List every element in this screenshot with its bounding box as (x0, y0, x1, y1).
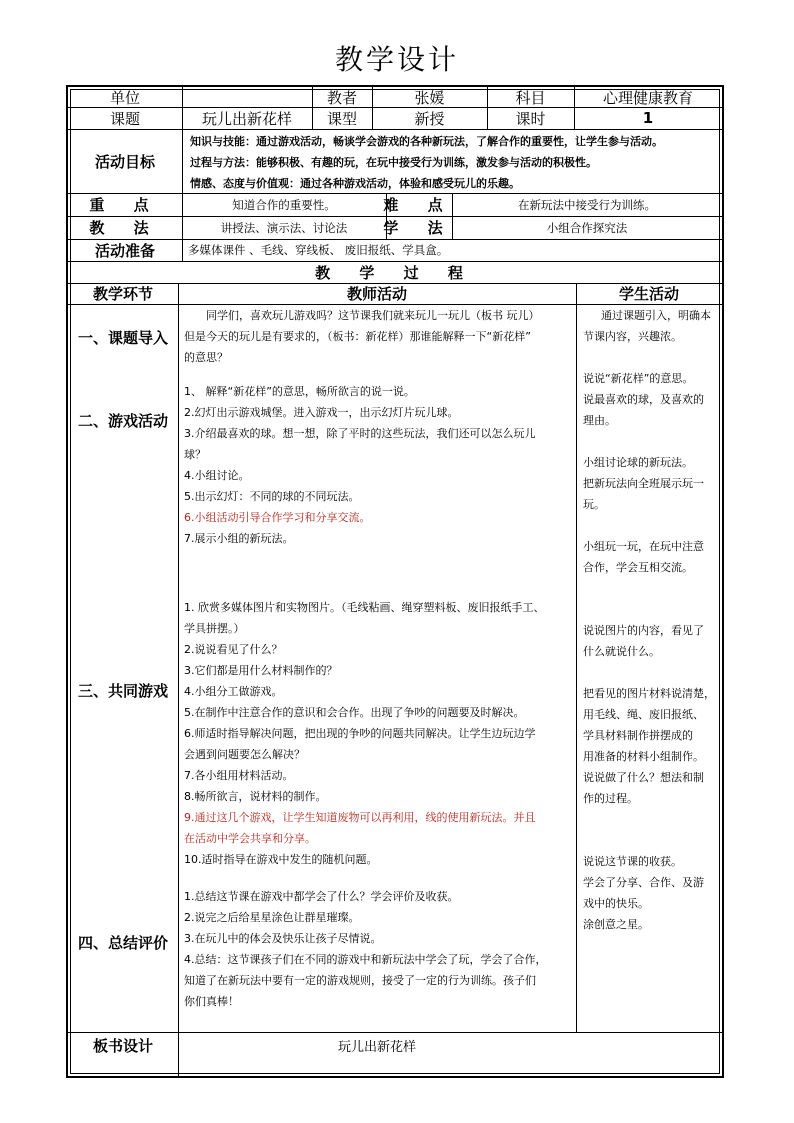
difficulty-label: 难 点 (383, 196, 455, 214)
text-line: 1.总结这节课在游戏中都学会了什么？学会评价及收获。 (184, 890, 459, 903)
text-line: 1. 欣赏多媒体图片和实物图片。（毛线粘画、绳穿塑料板、废旧报纸手工、 (184, 601, 545, 614)
document-title: 教学设计 (334, 43, 459, 76)
text-line: 什么就说什么。 (583, 645, 660, 658)
text-line: 7.展示小组的新玩法。 (184, 532, 294, 545)
text-line: 在活动中学会共享和分享。 (184, 832, 316, 845)
stage-label: 四、总结评价 (77, 933, 168, 952)
text-line: 学会了分享、合作、及游 (583, 876, 704, 889)
text-line: 把新玩法向全班展示玩一 (583, 477, 704, 490)
text-line: 2.说完之后给星星涂色让群星璀璨。 (184, 911, 360, 924)
text-line: 用毛线、绳、废旧报纸、 (583, 708, 704, 721)
text-line: 通过课题引入，明确本 (601, 309, 711, 322)
text-line: 知道了在新玩法中要有一定的游戏规则，接受了一定的行为训练。孩子们 (184, 974, 536, 987)
process-title: 教 学 过 程 (315, 263, 475, 282)
text-line: 用准备的材料小组制作。 (583, 750, 704, 763)
stage-column-header: 教学环节 (92, 285, 153, 303)
text-line: 同学们，喜欢玩儿游戏吗？这节课我们就来玩儿一玩儿（板书 玩儿） (206, 309, 540, 322)
text-line: 理由。 (583, 414, 616, 427)
text-line: 4.小组分工做游戏。 (184, 685, 283, 698)
type-label: 课型 (326, 109, 357, 128)
text-line: 2.幻灯出示游戏城堡。进入游戏一，出示幻灯片玩儿球。 (184, 406, 459, 419)
text-line: 6.小组活动引导合作学习和分享交流。 (184, 511, 371, 524)
column-divider (178, 283, 179, 1076)
text-line: 8.畅所欲言，说材料的制作。 (184, 790, 327, 803)
text-line: 会遇到问题要怎么解决？ (184, 748, 305, 761)
teacher-column-header: 教师活动 (346, 285, 407, 303)
text-line: 6.师适时指导解决问题，把出现的争吵的问题共同解决。让学生边玩边学 (184, 727, 536, 740)
text-line: 3.介绍最喜欢的球。想一想，除了平时的这些玩法，我们还可以怎么玩儿 (184, 427, 536, 440)
learning-method-label: 学 法 (383, 219, 455, 237)
text-line: 但是今天的玩儿是有要求的，（板书：新花样）那谁能解释一下“新花样” (184, 330, 531, 343)
board-design-label: 板书设计 (92, 1036, 153, 1055)
text-line: 节课内容，兴趣浓。 (583, 330, 682, 343)
text-line: 合作，学会互相交流。 (583, 561, 693, 574)
preparation-label: 活动准备 (94, 241, 155, 260)
stage-label: 二、游戏活动 (77, 411, 168, 430)
text-line: 小组玩一玩，在玩中注意 (583, 540, 704, 553)
teacher-name: 张媛 (414, 88, 445, 107)
student-activity-text (583, 305, 721, 935)
teaching-method-label: 教 法 (89, 219, 161, 237)
preparation-value: 多媒体课件 、毛线、穿线板、 废旧报纸、学具盒。 (188, 243, 449, 257)
text-line: 学具材料制作拼摆成的 (583, 729, 693, 742)
text-line: 小组讨论球的新玩法。 (583, 456, 693, 469)
text-line: 2.说说看见了什么？ (184, 643, 283, 656)
text-line: 球？ (184, 448, 206, 461)
text-line: 4.总结：这节课孩子们在不同的游戏中和新玩法中学会了玩，学会了合作， (184, 953, 547, 966)
teaching-method-value: 讲授法、演示法、讨论法 (220, 220, 348, 235)
topic-label: 课题 (109, 109, 140, 128)
hours-value: 1 (642, 109, 654, 127)
text-line: 5.出示幻灯：不同的球的不同玩法。 (184, 490, 360, 503)
text-line: 作的过程。 (583, 792, 638, 805)
text-line: 说最喜欢的球，及喜欢的 (583, 393, 704, 406)
text-line: 你们真棒！ (184, 995, 239, 1008)
text-line: 10.适时指导在游戏中发生的随机问题。 (184, 853, 378, 866)
text-line: 1、 解释“新花样”的意思，畅所欲言的说一说。 (184, 385, 415, 398)
text-line: 玩。 (583, 498, 605, 511)
text-line: 涂创意之星。 (583, 918, 649, 931)
text-line: 说说图片的内容，看见了 (583, 624, 704, 637)
text-line: 5.在制作中注意合作的意识和会合作。出现了争吵的问题要及时解决。 (184, 706, 525, 719)
text-line: 学具拼摆。） (184, 622, 245, 635)
type-value: 新授 (414, 109, 445, 128)
text-line: 4.小组讨论。 (184, 469, 250, 482)
text-line: 9.通过这几个游戏，让学生知道废物可以再利用，线的使用新玩法。并且 (184, 811, 536, 824)
goal-process: 过程与方法：能够积极、有趣的玩，在玩中接受行为训练，激发参与活动的积极性。 (190, 156, 597, 169)
goal-attitude: 情感、态度与价值观：通过各种游戏活动，体验和感受玩儿的乐趣。 (190, 177, 520, 190)
teacher-label: 教者 (326, 88, 357, 107)
text-line: 7.各小组用材料活动。 (184, 769, 294, 782)
subject-label: 科目 (515, 88, 546, 107)
goals-label: 活动目标 (94, 152, 155, 171)
stage-label: 三、共同游戏 (77, 681, 168, 700)
text-line: 说说这节课的收获。 (583, 855, 682, 868)
text-line: 说说“新花样”的意思。 (583, 372, 694, 385)
key-point-label: 重 点 (89, 196, 161, 214)
student-column-header: 学生活动 (618, 285, 679, 303)
teacher-activity-text (184, 305, 574, 1012)
goal-knowledge: 知识与技能：通过游戏活动，畅谈学会游戏的各种新玩法，了解合作的重要性，让学生参与活动。 (190, 135, 663, 148)
column-divider (576, 283, 577, 1032)
learning-method-value: 小组合作探究法 (546, 220, 628, 235)
row-divider (68, 1032, 722, 1033)
text-line: 3.它们都是用什么材料制作的？ (184, 664, 338, 677)
stage-label: 一、课题导入 (77, 328, 168, 347)
topic-value: 玩儿出新花样 (201, 109, 292, 128)
text-line: 3.在玩儿中的体会及快乐让孩子尽情说。 (184, 932, 382, 945)
text-line: 把看见的图片材料说清楚， (583, 687, 715, 700)
difficulty-value: 在新玩法中接受行为训练。 (518, 197, 656, 212)
text-line: 的意思？ (184, 351, 228, 364)
key-point-value: 知道合作的重要性。 (232, 197, 336, 212)
hours-label: 课时 (515, 109, 546, 128)
subject-value: 心理健康教育 (602, 88, 693, 107)
board-design-value: 玩儿出新花样 (337, 1039, 416, 1055)
text-line: 戏中的快乐。 (583, 897, 649, 910)
unit-label: 单位 (109, 88, 140, 107)
text-line: 说说做了什么？想法和制 (583, 771, 704, 784)
